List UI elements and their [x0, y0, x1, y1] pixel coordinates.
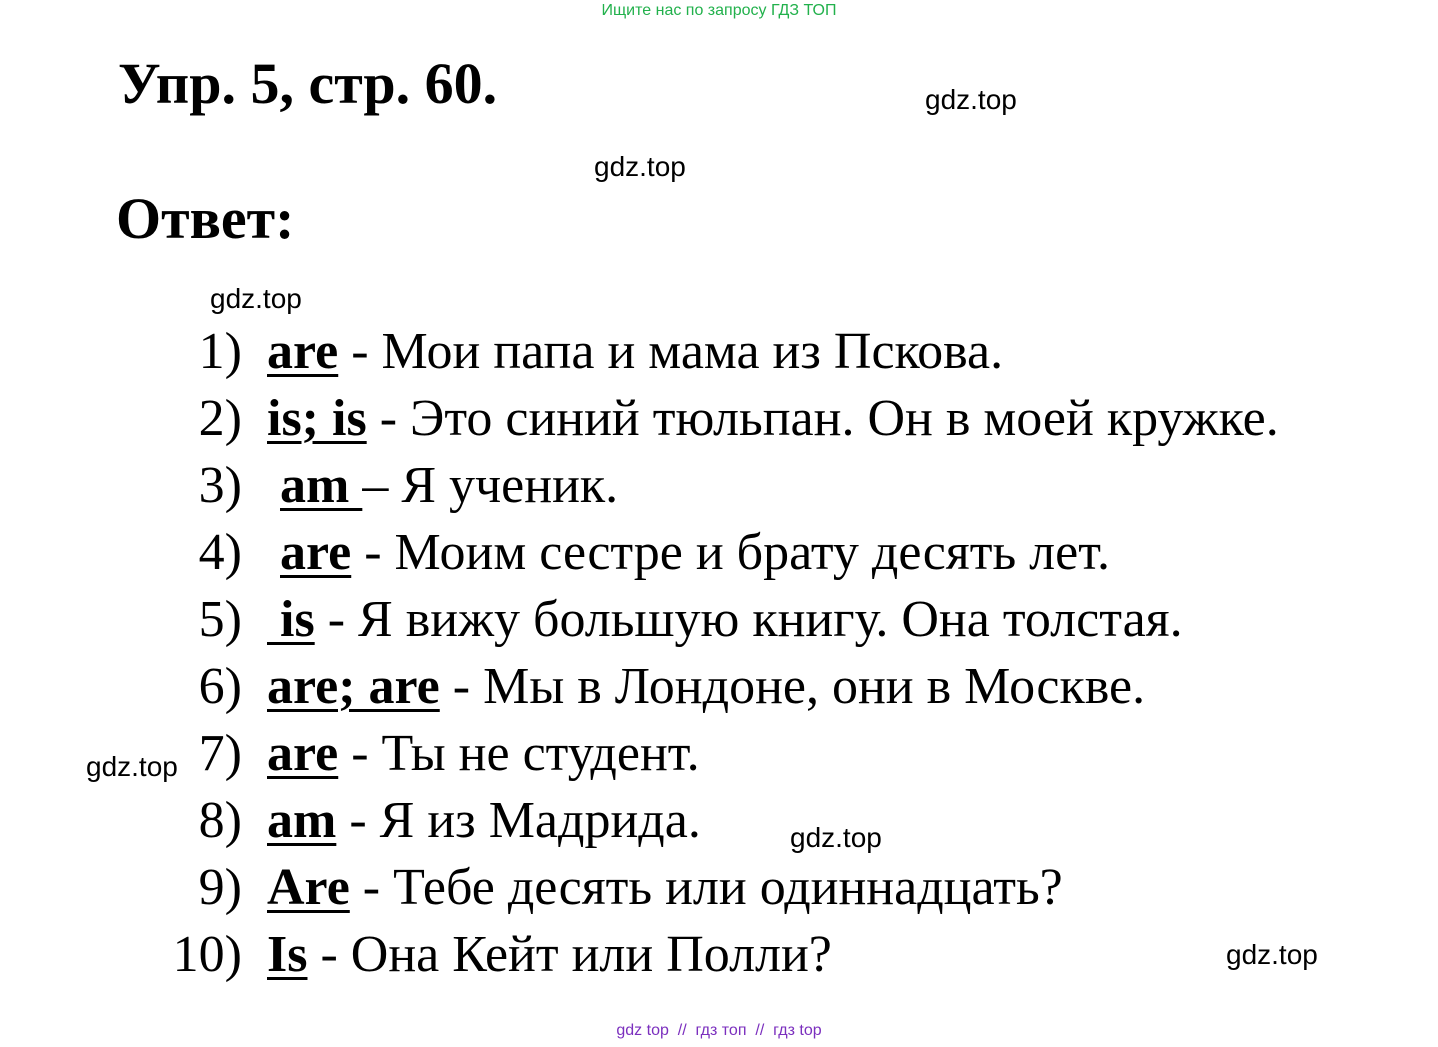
watermark: gdz.top	[210, 283, 302, 314]
answer-key-word: are	[280, 524, 352, 581]
answer-number: 3)	[198, 457, 242, 514]
answer-translation: – Я ученик.	[362, 457, 619, 514]
watermark: gdz.top	[925, 84, 1017, 115]
watermark: gdz.top	[594, 151, 686, 182]
answer-translation: - Моим сестре и брату десять лет.	[351, 524, 1111, 581]
answer-number: 10)	[172, 926, 242, 983]
answer-translation: - Она Кейт или Полли?	[307, 926, 832, 983]
answer-number: 7)	[198, 725, 242, 782]
list-item	[150, 787, 1279, 854]
answer-key-word: are	[267, 725, 339, 782]
answer-list	[150, 318, 1279, 988]
answer-key-word: is; is	[267, 390, 367, 447]
answer-key-word: are; are	[267, 658, 440, 715]
list-item	[150, 586, 1279, 653]
answer-key-word: am	[267, 792, 337, 849]
list-item	[150, 921, 1279, 988]
answer-translation: - Мы в Лондоне, они в Москве.	[439, 658, 1146, 715]
answer-key-word: Are	[267, 859, 350, 916]
list-item	[150, 854, 1279, 921]
answer-translation: - Это синий тюльпан. Он в моей кружке.	[366, 390, 1279, 447]
list-item	[150, 318, 1279, 385]
answer-heading: Ответ:	[116, 186, 295, 251]
answer-number: 5)	[198, 591, 242, 648]
watermark: gdz.top	[86, 751, 178, 782]
list-item	[150, 720, 1279, 787]
answer-lead	[267, 524, 280, 581]
list-item	[150, 385, 1279, 452]
answer-key-word: Is	[267, 926, 308, 983]
answer-translation: - Ты не студент.	[338, 725, 700, 782]
list-item	[150, 452, 1279, 519]
answer-lead	[267, 457, 280, 514]
watermark: gdz.top	[1226, 939, 1318, 970]
answer-translation: - Тебе десять или одиннадцать?	[349, 859, 1063, 916]
list-item	[150, 519, 1279, 586]
footer-watermark: gdz top // гдз топ // гдз top	[616, 1022, 822, 1039]
answer-number: 8)	[198, 792, 242, 849]
answer-key-word: is	[267, 591, 315, 648]
answer-translation: - Я вижу большую книгу. Она толстая.	[314, 591, 1183, 648]
watermark: gdz.top	[790, 822, 882, 853]
answer-number: 6)	[198, 658, 242, 715]
answer-translation: - Я из Мадрида.	[336, 792, 701, 849]
answer-number: 4)	[198, 524, 242, 581]
exercise-title: Упр. 5, стр. 60.	[118, 51, 498, 116]
answer-number: 2)	[198, 390, 242, 447]
answer-key-word: am	[280, 457, 363, 514]
answer-number: 9)	[198, 859, 242, 916]
list-item	[150, 653, 1279, 720]
answer-translation: - Мои папа и мама из Пскова.	[338, 323, 1004, 380]
answer-number: 1)	[198, 323, 242, 380]
search-hint-banner: Ищите нас по запросу ГДЗ ТОП	[601, 2, 837, 19]
answer-key-word: are	[267, 323, 339, 380]
